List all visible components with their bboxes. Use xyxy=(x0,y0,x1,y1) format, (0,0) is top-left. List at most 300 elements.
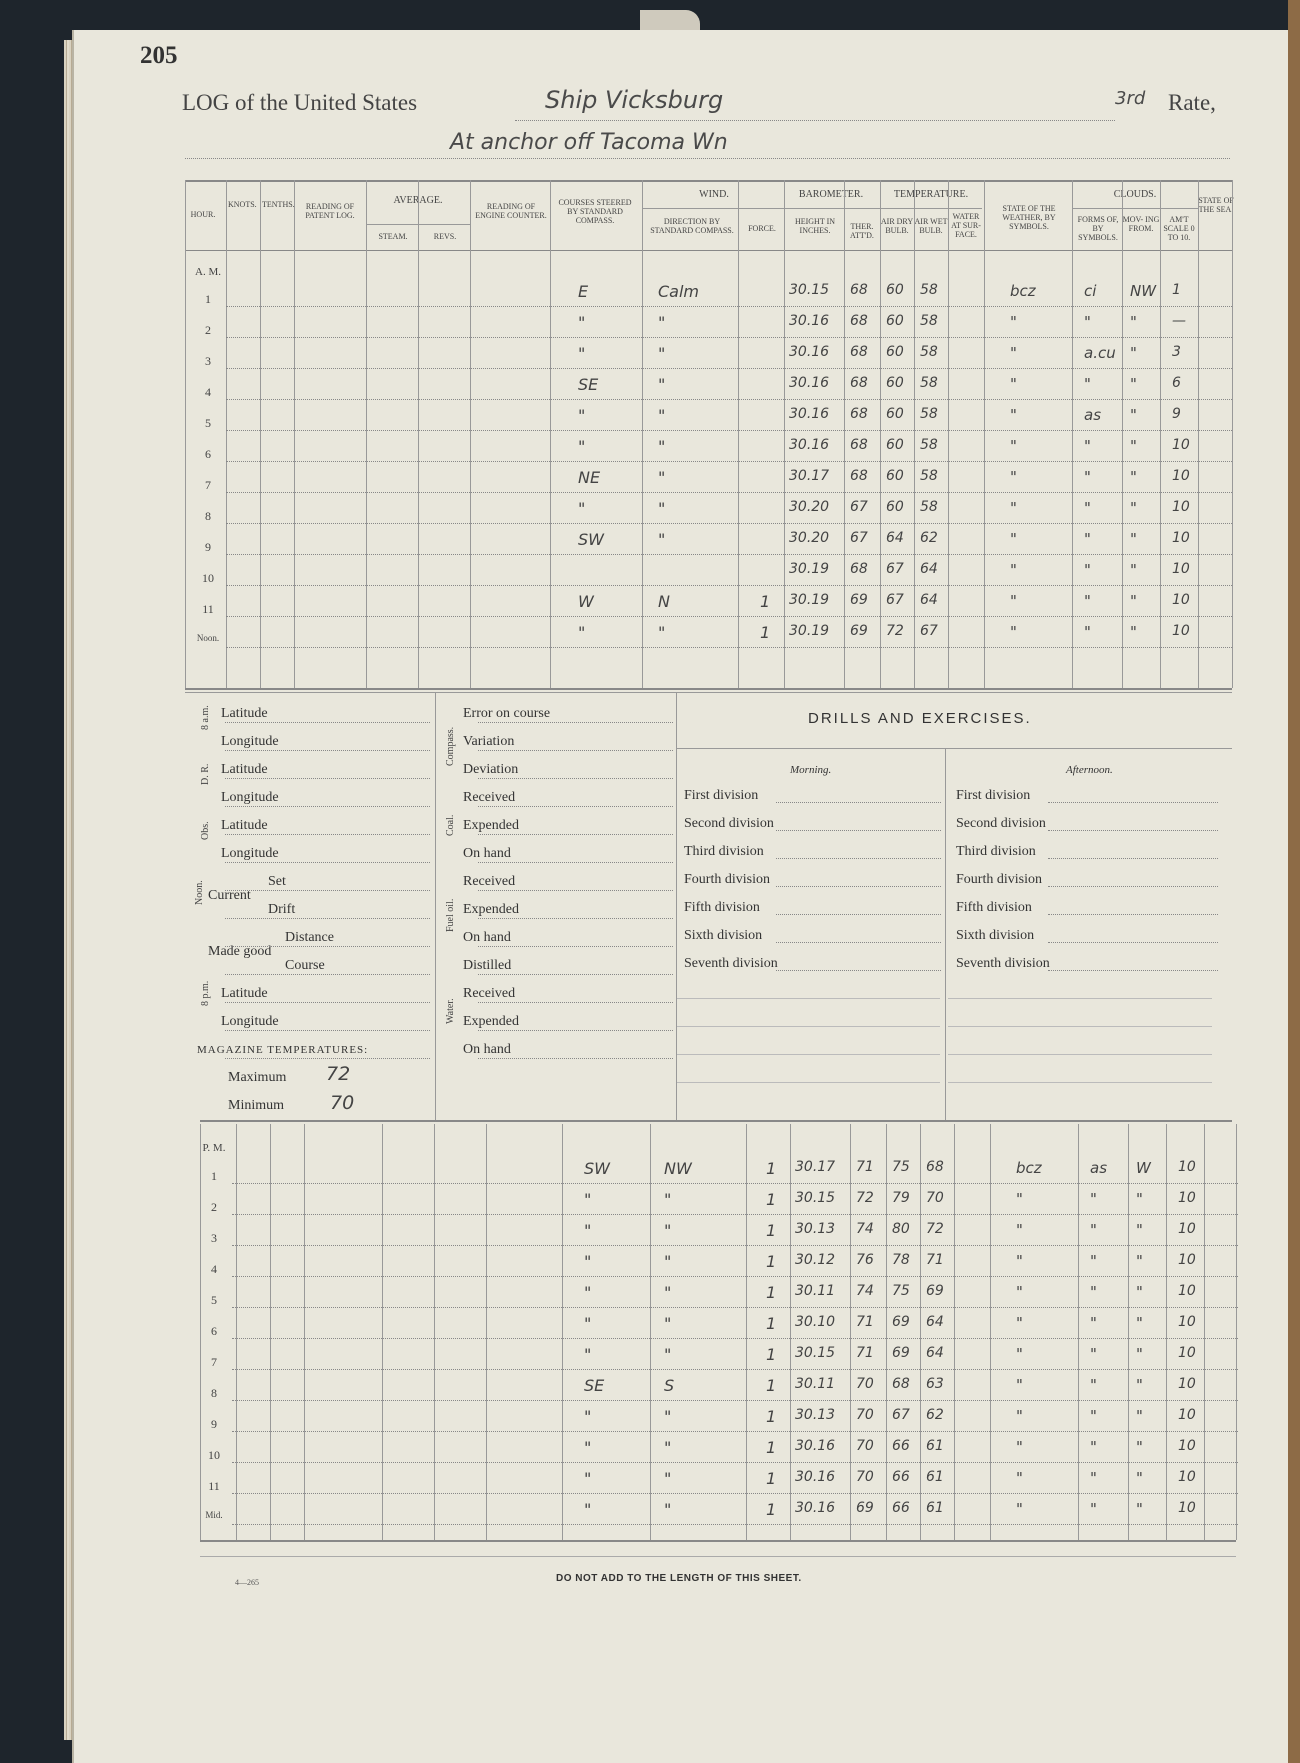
am-col-line xyxy=(914,180,915,688)
wind-direction-value: " xyxy=(664,1438,672,1457)
air-wet-value: 62 xyxy=(920,530,938,546)
water-expended: Expended xyxy=(463,1014,519,1029)
weather-value: " xyxy=(1016,1283,1023,1301)
cloud-amount-value: 10 xyxy=(1178,1345,1196,1361)
air-wet-value: 64 xyxy=(920,592,938,608)
weather-value: " xyxy=(1010,468,1017,486)
weather-value: " xyxy=(1010,623,1017,641)
drill-rule xyxy=(1048,830,1218,831)
cloud-moving-value: " xyxy=(1136,1314,1143,1332)
pm-col-line xyxy=(486,1124,487,1540)
cloud-moving-value: " xyxy=(1130,623,1137,641)
drill-rule xyxy=(776,830,941,831)
noon-guide xyxy=(225,1002,430,1003)
col-cloud-moving: MOV- ING FROM. xyxy=(1122,215,1160,233)
air-dry-value: 60 xyxy=(886,282,904,298)
drill-rule xyxy=(1048,802,1218,803)
pm-col-line xyxy=(270,1124,271,1540)
wind-force-value: 1 xyxy=(766,1252,777,1271)
air-wet-value: 71 xyxy=(926,1252,944,1268)
hour-label: 3 xyxy=(205,354,211,368)
col-patent-log: READING OF PATENT LOG. xyxy=(305,202,355,220)
row-rule xyxy=(232,1276,1238,1277)
col-hour: HOUR. xyxy=(190,210,216,219)
am-bottom-rule xyxy=(185,688,1232,690)
cloud-moving-value: " xyxy=(1130,344,1137,362)
air-dry-value: 72 xyxy=(886,623,904,639)
course-value: SE xyxy=(584,1376,605,1395)
pm-col-line xyxy=(1236,1124,1237,1540)
compass-guide xyxy=(478,750,673,751)
row-rule xyxy=(226,399,1232,400)
wind-direction-value: " xyxy=(658,623,666,642)
ther-attd-value: 68 xyxy=(850,561,868,577)
am-col-line xyxy=(418,180,419,688)
cloud-forms-value: " xyxy=(1084,437,1091,455)
col-knots: KNOTS. xyxy=(228,200,257,209)
cloud-amount-value: 10 xyxy=(1172,468,1190,484)
drill-division: Fifth division xyxy=(684,900,760,915)
barometer-value: 30.19 xyxy=(789,592,830,608)
hour-label: 4 xyxy=(211,1262,217,1276)
maximum-label: Maximum xyxy=(228,1070,287,1085)
row-rule xyxy=(232,1183,1238,1184)
air-wet-value: 58 xyxy=(920,375,938,391)
lon-dr: Longitude xyxy=(221,790,279,805)
air-wet-value: 61 xyxy=(926,1469,944,1485)
row-rule xyxy=(226,368,1232,369)
lon-8pm: Longitude xyxy=(221,1014,279,1029)
air-wet-value: 58 xyxy=(920,437,938,453)
cloud-moving-value: " xyxy=(1136,1500,1143,1518)
weather-value: bcz xyxy=(1016,1159,1042,1177)
barometer-value: 30.12 xyxy=(795,1252,836,1268)
drill-rule xyxy=(1048,886,1218,887)
ther-attd-value: 68 xyxy=(850,313,868,329)
weather-value: " xyxy=(1010,499,1017,517)
ther-attd-value: 70 xyxy=(856,1376,874,1392)
col-air-dry: AIR DRY BULB. xyxy=(880,217,914,235)
drill-blank-rule xyxy=(676,1026,940,1027)
ther-attd-value: 68 xyxy=(850,437,868,453)
water-distilled: Distilled xyxy=(463,958,512,973)
compass-guide xyxy=(478,1002,673,1003)
ship-rule xyxy=(515,120,1115,121)
barometer-value: 30.16 xyxy=(789,375,830,391)
drill-division: Seventh division xyxy=(684,956,778,971)
lat-8pm: Latitude xyxy=(221,986,268,1001)
am-col-line xyxy=(1072,180,1073,688)
cloud-forms-value: " xyxy=(1090,1500,1097,1518)
air-wet-value: 68 xyxy=(926,1159,944,1175)
pm-col-line xyxy=(790,1124,791,1540)
coal-received: Received xyxy=(463,790,516,805)
mid-divider-2 xyxy=(676,692,677,1120)
lat-obs: Latitude xyxy=(221,818,268,833)
cloud-moving-value: " xyxy=(1130,437,1137,455)
compass-guide xyxy=(478,974,673,975)
course-value: " xyxy=(578,623,586,642)
hour-label: 2 xyxy=(211,1200,217,1214)
col-water-surface: WATER AT SUR- FACE. xyxy=(951,212,981,239)
group-noon: Noon. xyxy=(194,880,205,905)
ther-attd-value: 67 xyxy=(850,530,868,546)
air-wet-value: 58 xyxy=(920,499,938,515)
col-weather: STATE OF THE WEATHER, BY SYMBOLS. xyxy=(1002,204,1056,231)
ther-attd-value: 74 xyxy=(856,1221,874,1237)
course-value: SW xyxy=(584,1159,610,1178)
weather-value: " xyxy=(1010,530,1017,548)
weather-value: " xyxy=(1016,1469,1023,1487)
am-col-line xyxy=(880,180,881,688)
wind-direction-value: " xyxy=(664,1500,672,1519)
compass-guide xyxy=(478,778,673,779)
row-rule xyxy=(232,1214,1238,1215)
cloud-moving-value: NW xyxy=(1130,282,1157,300)
pm-col-line xyxy=(1078,1124,1079,1540)
col-clouds: CLOUDS. xyxy=(1113,189,1157,200)
course-value: " xyxy=(584,1283,592,1302)
air-dry-value: 75 xyxy=(892,1159,910,1175)
cloud-forms-value: " xyxy=(1090,1252,1097,1270)
rate-value: 3rd xyxy=(1115,88,1146,109)
col-height: HEIGHT IN INCHES. xyxy=(794,217,836,235)
hour-label: 11 xyxy=(202,602,214,616)
drills-title-rule xyxy=(676,748,1232,749)
col-barometer: BAROMETER. xyxy=(798,189,864,200)
air-wet-value: 58 xyxy=(920,468,938,484)
header-bottom-rule xyxy=(185,250,1232,251)
log-title: LOG of the United States xyxy=(182,90,418,115)
weather-value: " xyxy=(1016,1314,1023,1332)
drill-rule xyxy=(776,970,941,971)
cloud-forms-value: " xyxy=(1090,1345,1097,1363)
cloud-forms-value: " xyxy=(1084,530,1091,548)
cloud-amount-value: 6 xyxy=(1172,375,1181,391)
row-rule xyxy=(232,1338,1238,1339)
mid-divider-1 xyxy=(435,692,436,1120)
air-wet-value: 64 xyxy=(926,1314,944,1330)
current-label: Current xyxy=(208,888,251,903)
pm-col-line xyxy=(990,1124,991,1540)
am-col-line xyxy=(948,180,949,688)
location-rule xyxy=(185,158,1230,159)
wind-force-value: 1 xyxy=(760,592,771,611)
fuel-received: Received xyxy=(463,874,516,889)
cloud-amount-value: 10 xyxy=(1172,592,1190,608)
drill-division: Fourth division xyxy=(956,872,1042,887)
baro-temp-subrule xyxy=(784,208,982,209)
cloud-amount-value: 1 xyxy=(1172,282,1181,298)
pm-col-line xyxy=(382,1124,383,1540)
weather-value: " xyxy=(1010,344,1017,362)
weather-value: " xyxy=(1016,1252,1023,1270)
drill-rule xyxy=(776,886,941,887)
row-rule xyxy=(226,430,1232,431)
drill-rule xyxy=(1048,970,1218,971)
fuel-expended: Expended xyxy=(463,902,519,917)
pm-col-line xyxy=(1204,1124,1205,1540)
cloud-moving-value: W xyxy=(1136,1159,1151,1177)
drill-division: Fifth division xyxy=(956,900,1032,915)
noon-guide xyxy=(225,890,430,891)
weather-value: " xyxy=(1016,1407,1023,1425)
middle-top-rule xyxy=(185,692,1232,693)
lat-8am: Latitude xyxy=(221,706,268,721)
wind-direction-value: S xyxy=(664,1376,675,1395)
form-number: 4—265 xyxy=(235,1578,259,1587)
air-wet-value: 58 xyxy=(920,406,938,422)
hour-label: 10 xyxy=(202,571,214,585)
ther-attd-value: 76 xyxy=(856,1252,874,1268)
am-col-line xyxy=(1232,180,1233,688)
wind-direction-value: " xyxy=(658,406,666,425)
barometer-value: 30.20 xyxy=(789,499,830,515)
drill-blank-rule xyxy=(676,1054,940,1055)
cloud-forms-value: " xyxy=(1090,1469,1097,1487)
ther-attd-value: 69 xyxy=(850,623,868,639)
air-wet-value: 61 xyxy=(926,1438,944,1454)
cloud-amount-value: 10 xyxy=(1172,499,1190,515)
air-wet-value: 64 xyxy=(920,561,938,577)
barometer-value: 30.10 xyxy=(795,1314,836,1330)
wind-direction-value: " xyxy=(664,1407,672,1426)
distance-label: Distance xyxy=(285,930,334,945)
hour-label: 11 xyxy=(208,1479,220,1493)
row-rule xyxy=(226,585,1232,586)
am-label: A. M. xyxy=(195,266,221,278)
group-8pm: 8 p.m. xyxy=(200,980,211,1006)
compass-guide xyxy=(478,1058,673,1059)
ship-name: Ship Vicksburg xyxy=(545,86,724,114)
pm-col-line xyxy=(650,1124,651,1540)
drill-blank-rule xyxy=(948,1082,1212,1083)
compass-guide xyxy=(478,722,673,723)
compass-guide xyxy=(478,1030,673,1031)
wind-direction-value: Calm xyxy=(658,282,700,301)
col-average: AVERAGE. xyxy=(393,195,443,206)
barometer-value: 30.16 xyxy=(789,313,830,329)
wind-force-value: 1 xyxy=(766,1407,777,1426)
cloud-moving-value: " xyxy=(1136,1407,1143,1425)
barometer-value: 30.19 xyxy=(789,561,830,577)
wind-force-value: 1 xyxy=(766,1159,777,1178)
hour-label: 10 xyxy=(208,1448,220,1462)
drill-division: Sixth division xyxy=(684,928,763,943)
pm-col-line xyxy=(562,1124,563,1540)
pm-col-line xyxy=(1128,1124,1129,1540)
made-good-label: Made good xyxy=(208,944,272,959)
drill-blank-rule xyxy=(948,1026,1212,1027)
cloud-forms-value: " xyxy=(1090,1190,1097,1208)
set-label: Set xyxy=(268,874,286,889)
course-value: " xyxy=(584,1407,592,1426)
air-wet-value: 58 xyxy=(920,282,938,298)
drill-division: Second division xyxy=(956,816,1046,831)
maximum-value: 72 xyxy=(326,1063,351,1085)
course-value: " xyxy=(584,1345,592,1364)
rate-label: Rate, xyxy=(1168,90,1216,115)
course-value: NE xyxy=(578,468,601,487)
course-value: W xyxy=(578,592,594,611)
am-col-line xyxy=(366,180,367,688)
row-rule xyxy=(232,1400,1238,1401)
drill-blank-rule xyxy=(948,998,1212,999)
ther-attd-value: 69 xyxy=(850,592,868,608)
footer-notice: DO NOT ADD TO THE LENGTH OF THIS SHEET. xyxy=(556,1573,802,1584)
ther-attd-value: 68 xyxy=(850,344,868,360)
cloud-amount-value: 10 xyxy=(1178,1376,1196,1392)
cloud-moving-value: " xyxy=(1136,1252,1143,1270)
barometer-value: 30.16 xyxy=(789,406,830,422)
pm-col-line xyxy=(236,1124,237,1540)
air-wet-value: 58 xyxy=(920,313,938,329)
cloud-moving-value: " xyxy=(1130,530,1137,548)
cloud-moving-value: " xyxy=(1130,375,1137,393)
book-binding xyxy=(1288,0,1300,1763)
wind-force-value: 1 xyxy=(766,1190,777,1209)
lon-8am: Longitude xyxy=(221,734,279,749)
ther-attd-value: 71 xyxy=(856,1345,874,1361)
ther-attd-value: 72 xyxy=(856,1190,874,1206)
pm-col-line xyxy=(850,1124,851,1540)
row-rule xyxy=(232,1307,1238,1308)
hour-label: 6 xyxy=(205,447,211,461)
col-courses: COURSES STEERED BY STANDARD COMPASS. xyxy=(558,198,632,225)
cloud-forms-value: " xyxy=(1084,499,1091,517)
drills-afternoon: Afternoon. xyxy=(1066,764,1113,776)
cloud-forms-value: " xyxy=(1084,375,1091,393)
ther-attd-value: 68 xyxy=(850,375,868,391)
mid-divider-3 xyxy=(945,748,946,1120)
wind-force-value: 1 xyxy=(766,1221,777,1240)
cloud-moving-value: " xyxy=(1136,1283,1143,1301)
lat-dr: Latitude xyxy=(221,762,268,777)
air-wet-value: 69 xyxy=(926,1283,944,1299)
row-rule xyxy=(226,523,1232,524)
col-cloud-forms: FORMS OF, BY SYMBOLS. xyxy=(1077,215,1119,242)
am-col-line xyxy=(984,180,985,688)
page-number: 205 xyxy=(140,42,178,69)
cloud-moving-value: " xyxy=(1130,468,1137,486)
am-col-line xyxy=(784,180,785,688)
course-value: " xyxy=(578,313,586,332)
hour-label: 4 xyxy=(205,385,211,399)
course-value: " xyxy=(584,1252,592,1271)
row-rule xyxy=(232,1524,1238,1525)
group-fuel: Fuel oil. xyxy=(445,898,456,932)
cloud-moving-value: " xyxy=(1130,561,1137,579)
wind-force-value: 1 xyxy=(766,1469,777,1488)
clouds-subrule xyxy=(1072,208,1198,209)
barometer-value: 30.16 xyxy=(795,1500,836,1516)
row-rule xyxy=(226,337,1232,338)
col-ther-attd: THER. ATT'D. xyxy=(850,222,874,240)
pm-col-line xyxy=(954,1124,955,1540)
am-col-line xyxy=(294,180,295,688)
ther-attd-value: 71 xyxy=(856,1159,874,1175)
barometer-value: 30.20 xyxy=(789,530,830,546)
weather-value: " xyxy=(1016,1438,1023,1456)
lon-obs: Longitude xyxy=(221,846,279,861)
wind-force-value: 1 xyxy=(766,1376,777,1395)
wind-direction-value: " xyxy=(664,1252,672,1271)
course-value: " xyxy=(584,1500,592,1519)
wind-direction-value: " xyxy=(664,1190,672,1209)
weather-value: " xyxy=(1010,375,1017,393)
col-wind: WIND. xyxy=(699,189,729,200)
pm-col-line xyxy=(434,1124,435,1540)
am-col-line xyxy=(185,180,186,688)
cloud-amount-value: 10 xyxy=(1172,623,1190,639)
pm-col-line xyxy=(1166,1124,1167,1540)
air-dry-value: 67 xyxy=(886,592,904,608)
hour-label: 1 xyxy=(205,292,211,306)
row-rule xyxy=(226,616,1232,617)
air-wet-value: 67 xyxy=(920,623,938,639)
row-rule xyxy=(232,1369,1238,1370)
cloud-moving-value: " xyxy=(1130,406,1137,424)
noon-guide xyxy=(225,722,430,723)
air-dry-value: 60 xyxy=(886,344,904,360)
row-rule xyxy=(226,647,1232,648)
noon-guide xyxy=(225,834,430,835)
wind-force-value: 1 xyxy=(766,1438,777,1457)
am-col-line xyxy=(1122,180,1123,688)
pm-col-line xyxy=(304,1124,305,1540)
noon-guide xyxy=(225,946,430,947)
drills-title: DRILLS AND EXERCISES. xyxy=(808,710,1032,727)
weather-value: " xyxy=(1016,1500,1023,1518)
drill-rule xyxy=(1048,942,1218,943)
course-value: " xyxy=(584,1190,592,1209)
drill-division: Second division xyxy=(684,816,774,831)
am-col-line xyxy=(738,180,739,688)
pm-col-line xyxy=(746,1124,747,1540)
noon-guide xyxy=(225,918,430,919)
air-wet-value: 72 xyxy=(926,1221,944,1237)
cloud-amount-value: 10 xyxy=(1178,1469,1196,1485)
deviation-label: Deviation xyxy=(463,762,519,777)
middle-bottom-rule xyxy=(200,1120,1232,1122)
air-dry-value: 60 xyxy=(886,375,904,391)
noon-guide xyxy=(225,806,430,807)
drill-division: First division xyxy=(956,788,1031,803)
air-dry-value: 60 xyxy=(886,313,904,329)
weather-value: " xyxy=(1010,561,1017,579)
weather-value: " xyxy=(1010,592,1017,610)
cloud-forms-value: ci xyxy=(1084,282,1097,300)
cloud-amount-value: 3 xyxy=(1172,344,1181,360)
pm-col-line xyxy=(886,1124,887,1540)
cloud-amount-value: 10 xyxy=(1172,437,1190,453)
barometer-value: 30.13 xyxy=(795,1407,836,1423)
barometer-value: 30.16 xyxy=(795,1438,836,1454)
air-wet-value: 58 xyxy=(920,344,938,360)
weather-value: " xyxy=(1016,1190,1023,1208)
pm-bottom-rule xyxy=(200,1540,1236,1542)
ther-attd-value: 70 xyxy=(856,1469,874,1485)
hour-label: 9 xyxy=(211,1417,217,1431)
group-obs: Obs. xyxy=(200,821,211,840)
ther-attd-value: 70 xyxy=(856,1438,874,1454)
hour-label: 3 xyxy=(211,1231,217,1245)
coal-on-hand: On hand xyxy=(463,846,511,861)
col-wind-direction: DIRECTION BY STANDARD COMPASS. xyxy=(650,217,734,235)
air-dry-value: 79 xyxy=(892,1190,910,1206)
am-col-line xyxy=(1198,180,1199,688)
ther-attd-value: 70 xyxy=(856,1407,874,1423)
